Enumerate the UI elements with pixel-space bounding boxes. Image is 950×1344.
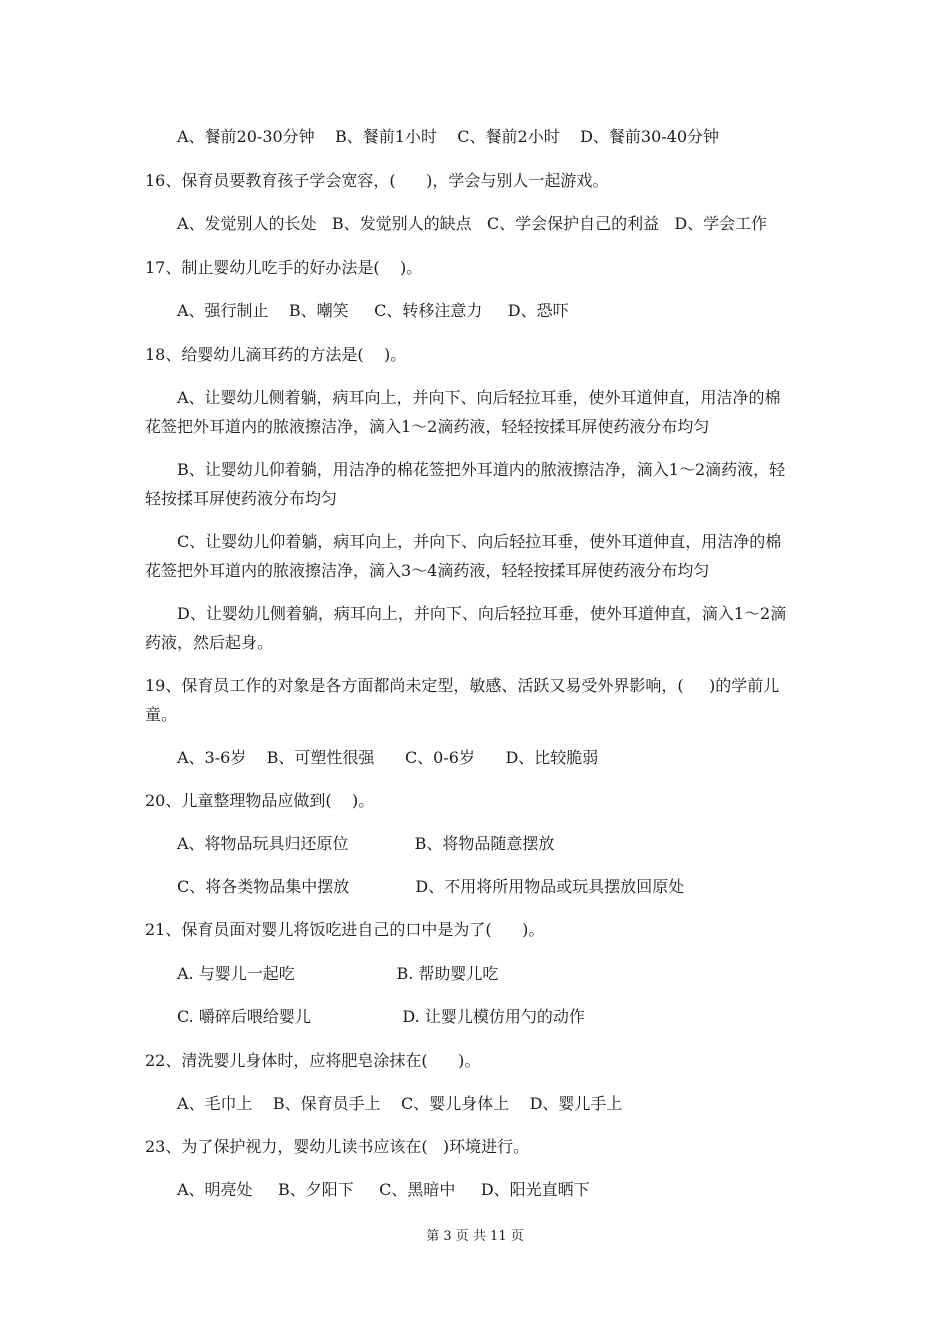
q19-question: 19、保育员工作的对象是各方面都尚未定型，敏感、活跃又易受外界影响，( )的学前儿 [145, 676, 780, 695]
page-footer: 第 3 页 共 11 页 [426, 1229, 524, 1244]
q18-option-a-cont: 花签把外耳道内的脓液擦洁净，滴入1～2滴药液，轻轻按揉耳屏使药液分布均匀 [145, 417, 710, 436]
q18-option-c: C、让婴幼儿仰着躺，病耳向上，并向下、向后轻拉耳垂，使外耳道伸直，用洁净的棉 [177, 532, 782, 551]
q16-question: 16、保育员要教育孩子学会宽容，( )，学会与别人一起游戏。 [145, 171, 609, 190]
q17-question: 17、制止婴幼儿吃手的好办法是( )。 [145, 258, 423, 277]
q21-options-ab: A. 与婴儿一起吃 B. 帮助婴儿吃 [177, 964, 499, 983]
q16-options: A、发觉别人的长处 B、发觉别人的缺点 C、学会保护自己的利益 D、学会工作 [177, 214, 768, 233]
q18-option-b: B、让婴幼儿仰着躺，用洁净的棉花签把外耳道内的脓液擦洁净，滴入1～2滴药液，轻 [177, 460, 786, 479]
q18-option-d-cont: 药液，然后起身。 [145, 633, 274, 652]
q17-options: A、强行制止 B、嘲笑 C、转移注意力 D、恐吓 [177, 301, 569, 320]
q23-options: A、明亮处 B、夕阳下 C、黑暗中 D、阳光直晒下 [177, 1180, 590, 1199]
q23-question: 23、为了保护视力，婴幼儿读书应该在( )环境进行。 [145, 1137, 530, 1156]
q19-options: A、3-6岁 B、可塑性很强 C、0-6岁 D、比较脆弱 [177, 748, 599, 767]
q21-options-cd: C. 嚼碎后喂给婴儿 D. 让婴儿模仿用勺的动作 [177, 1007, 585, 1026]
q18-question: 18、给婴幼儿滴耳药的方法是( )。 [145, 345, 407, 364]
q22-options: A、毛巾上 B、保育员手上 C、婴儿身体上 D、婴儿手上 [177, 1094, 623, 1113]
q15-options: A、餐前20-30分钟 B、餐前1小时 C、餐前2小时 D、餐前30-40分钟 [177, 127, 720, 146]
q20-options-ab: A、将物品玩具归还原位 B、将物品随意摆放 [177, 834, 555, 853]
q20-question: 20、儿童整理物品应做到( )。 [145, 791, 375, 810]
q18-option-a: A、让婴幼儿侧着躺，病耳向上，并向下、向后轻拉耳垂，使外耳道伸直，用洁净的棉 [177, 388, 781, 407]
q18-option-c-cont: 花签把外耳道内的脓液擦洁净，滴入3～4滴药液，轻轻按揉耳屏使药液分布均匀 [145, 561, 710, 580]
q18-option-b-cont: 轻按揉耳屏使药液分布均匀 [145, 489, 338, 508]
q19-question-cont: 童。 [145, 705, 178, 724]
q18-option-d: D、让婴幼儿侧着躺，病耳向上，并向下、向后轻拉耳垂，使外耳道伸直，滴入1～2滴 [177, 604, 787, 623]
q21-question: 21、保育员面对婴儿将饭吃进自己的口中是为了( )。 [145, 920, 545, 939]
q22-question: 22、清洗婴儿身体时，应将肥皂涂抹在( )。 [145, 1051, 481, 1070]
q20-options-cd: C、将各类物品集中摆放 D、不用将所用物品或玩具摆放回原处 [177, 877, 685, 896]
